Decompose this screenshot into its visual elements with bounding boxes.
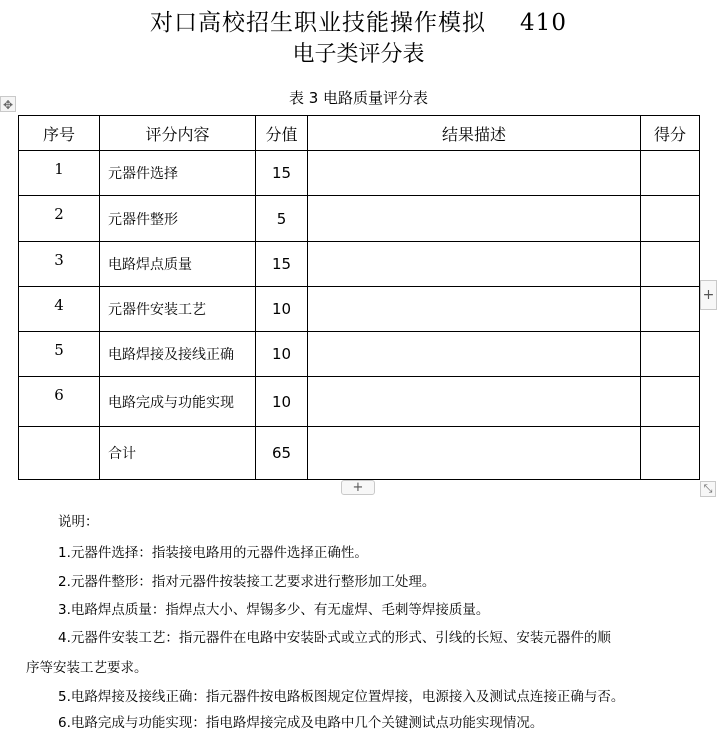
note-item: 1.元器件选择：指装接电路用的元器件选择正确性。 <box>58 545 368 561</box>
result-cell[interactable] <box>308 377 641 427</box>
note-item: 5.电路焊接及接线正确：指元器件按电路板图规定位置焊接，电源接入及测试点连接正确与否。 <box>58 689 625 705</box>
title-text: 对口高校招生职业技能操作模拟 <box>150 10 487 36</box>
score-cell[interactable] <box>641 377 700 427</box>
row-value: 15 <box>256 242 308 287</box>
score-cell[interactable] <box>641 287 700 332</box>
score-cell[interactable] <box>641 151 700 196</box>
row-number: 3 <box>19 242 100 287</box>
table-row <box>19 287 700 332</box>
notes-heading: 说明： <box>58 514 99 530</box>
row-value: 15 <box>256 151 308 196</box>
total-value: 65 <box>256 427 308 480</box>
table-move-icon[interactable]: ✥ <box>0 96 16 112</box>
score-cell[interactable] <box>641 427 700 480</box>
total-label: 合计 <box>100 427 256 480</box>
row-item: 电路完成与功能实现 <box>100 377 256 427</box>
score-cell[interactable] <box>641 332 700 377</box>
header-value: 分值 <box>256 116 308 151</box>
header-result: 结果描述 <box>308 116 641 151</box>
table-row <box>19 196 700 242</box>
table-row <box>19 377 700 427</box>
row-value: 5 <box>256 196 308 242</box>
row-item: 电路焊接及接线正确 <box>100 332 256 377</box>
header-score: 得分 <box>641 116 700 151</box>
result-cell[interactable] <box>308 196 641 242</box>
table-resize-icon[interactable]: ⤡ <box>700 481 716 497</box>
note-item-continued: 序等安装工艺要求。 <box>26 660 148 676</box>
row-value: 10 <box>256 287 308 332</box>
table-caption: 表 3 电路质量评分表 <box>288 89 429 107</box>
score-cell[interactable] <box>641 196 700 242</box>
row-number: 6 <box>19 377 100 427</box>
document-subtitle: 电子类评分表 <box>292 42 425 67</box>
row-value: 10 <box>256 332 308 377</box>
note-item: 4.元器件安装工艺：指元器件在电路中安装卧式或立式的形式、引线的长短、安装元器件的顺 <box>58 630 611 646</box>
row-item: 元器件安装工艺 <box>100 287 256 332</box>
note-item: 3.电路焊点质量：指焊点大小、焊锡多少、有无虚焊、毛刺等焊接质量。 <box>58 602 490 618</box>
row-number: 5 <box>19 332 100 377</box>
total-row <box>19 427 700 480</box>
header-no: 序号 <box>19 116 100 151</box>
result-cell[interactable] <box>308 287 641 332</box>
title-code: 410 <box>520 10 567 36</box>
note-item: 6.电路完成与功能实现：指电路焊接完成及电路中几个关键测试点功能实现情况。 <box>58 715 544 731</box>
row-number: 2 <box>19 196 100 242</box>
row-number: 4 <box>19 287 100 332</box>
score-cell[interactable] <box>641 242 700 287</box>
row-item: 电路焊点质量 <box>100 242 256 287</box>
table-row <box>19 151 700 196</box>
row-value: 10 <box>256 377 308 427</box>
result-cell[interactable] <box>308 242 641 287</box>
total-number-cell <box>19 427 100 480</box>
note-item: 2.元器件整形：指对元器件按装接工艺要求进行整形加工处理。 <box>58 574 436 590</box>
result-cell[interactable] <box>308 332 641 377</box>
insert-column-button[interactable]: + <box>700 280 717 310</box>
table-row <box>19 332 700 377</box>
table-header-row <box>19 116 700 151</box>
table-row <box>19 242 700 287</box>
add-row-button[interactable]: + <box>341 480 375 495</box>
score-table <box>18 115 700 480</box>
row-item: 元器件选择 <box>100 151 256 196</box>
document-title <box>0 4 717 37</box>
row-number: 1 <box>19 151 100 196</box>
result-cell[interactable] <box>308 427 641 480</box>
result-cell[interactable] <box>308 151 641 196</box>
header-item: 评分内容 <box>100 116 256 151</box>
row-item: 元器件整形 <box>100 196 256 242</box>
